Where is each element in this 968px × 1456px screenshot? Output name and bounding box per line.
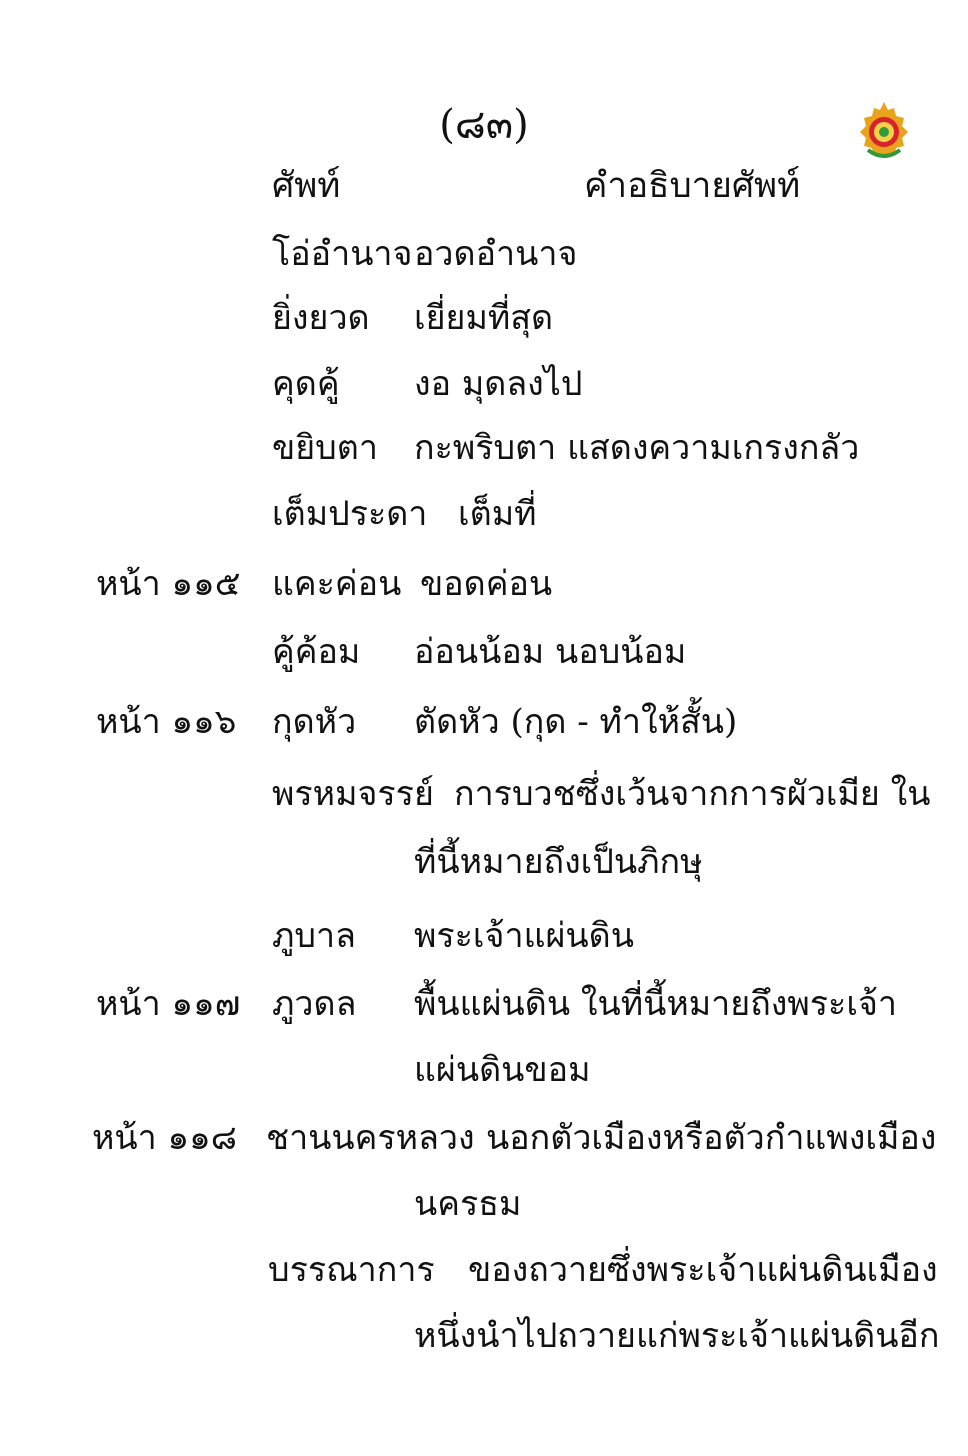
entry-term: เต็มประดา (272, 494, 428, 534)
entry-definition-continued: หนึ่งนำไปถวายแก่พระเจ้าแผ่นดินอีก (414, 1316, 940, 1356)
header-term: ศัพท์ (272, 166, 341, 206)
entry-term: ขยิบตา (272, 428, 378, 468)
column-header-definition (584, 164, 800, 208)
entry-definition: เยี่ยมที่สุด (414, 298, 554, 338)
entry-term: บรรณาการ (268, 1250, 435, 1290)
entry-definition: ของถวายซึ่งพระเจ้าแผ่นดินเมือง (468, 1250, 938, 1290)
entry-definition-continued: ที่นี้หมายถึงเป็นภิกษุ (414, 842, 703, 882)
entry-definition: อวดอำนาจ (414, 234, 578, 274)
entry-definition: นอกตัวเมืองหรือตัวกำแพงเมือง (486, 1118, 937, 1158)
entry-definition: พระเจ้าแผ่นดิน (414, 916, 634, 956)
page-ref: หน้า ๑๑๖ (96, 702, 237, 742)
column-header (272, 164, 340, 208)
entry-definition: พื้นแผ่นดิน ในที่นี้หมายถึงพระเจ้า (414, 984, 897, 1024)
header-definition: คำอธิบายศัพท์ (584, 166, 801, 206)
entry-definition-continued: แผ่นดินขอม (414, 1050, 591, 1090)
entry-term: ชานนครหลวง (266, 1118, 475, 1158)
entry-definition: ขอดค่อน (420, 564, 553, 604)
entry-term: พรหมจรรย์ (272, 774, 434, 814)
entry-term: กุดหัว (272, 702, 357, 742)
entry-term: ยิ่งยวด (272, 298, 370, 338)
emblem-seal-icon (858, 100, 910, 162)
entry-term: คู้ค้อม (272, 632, 361, 672)
entry-definition: อ่อนน้อม นอบน้อม (414, 632, 687, 672)
entry-definition: กะพริบตา แสดงความเกรงกลัว (414, 428, 860, 468)
entry-term: ภูวดล (272, 984, 357, 1024)
entry-term: คุดคู้ (272, 364, 340, 404)
entry-definition: ตัดหัว (กุด - ทำให้สั้น) (414, 702, 738, 742)
entry-term: โอ่อำนาจ (272, 234, 413, 274)
page-ref: หน้า ๑๑๘ (92, 1118, 237, 1158)
page-number: (๘๓) (439, 102, 529, 148)
entry-definition: เต็มที่ (458, 494, 537, 534)
entry-definition: งอ มุดลงไป (414, 364, 583, 404)
entry-definition: การบวชซึ่งเว้นจากการผัวเมีย ใน (454, 774, 931, 814)
entry-term: ภูบาล (272, 916, 356, 956)
entry-definition-continued: นครธม (414, 1184, 522, 1224)
page-ref: หน้า ๑๑๗ (96, 984, 241, 1024)
entry-term: แคะค่อน (272, 564, 402, 604)
page-ref: หน้า ๑๑๕ (96, 564, 241, 604)
